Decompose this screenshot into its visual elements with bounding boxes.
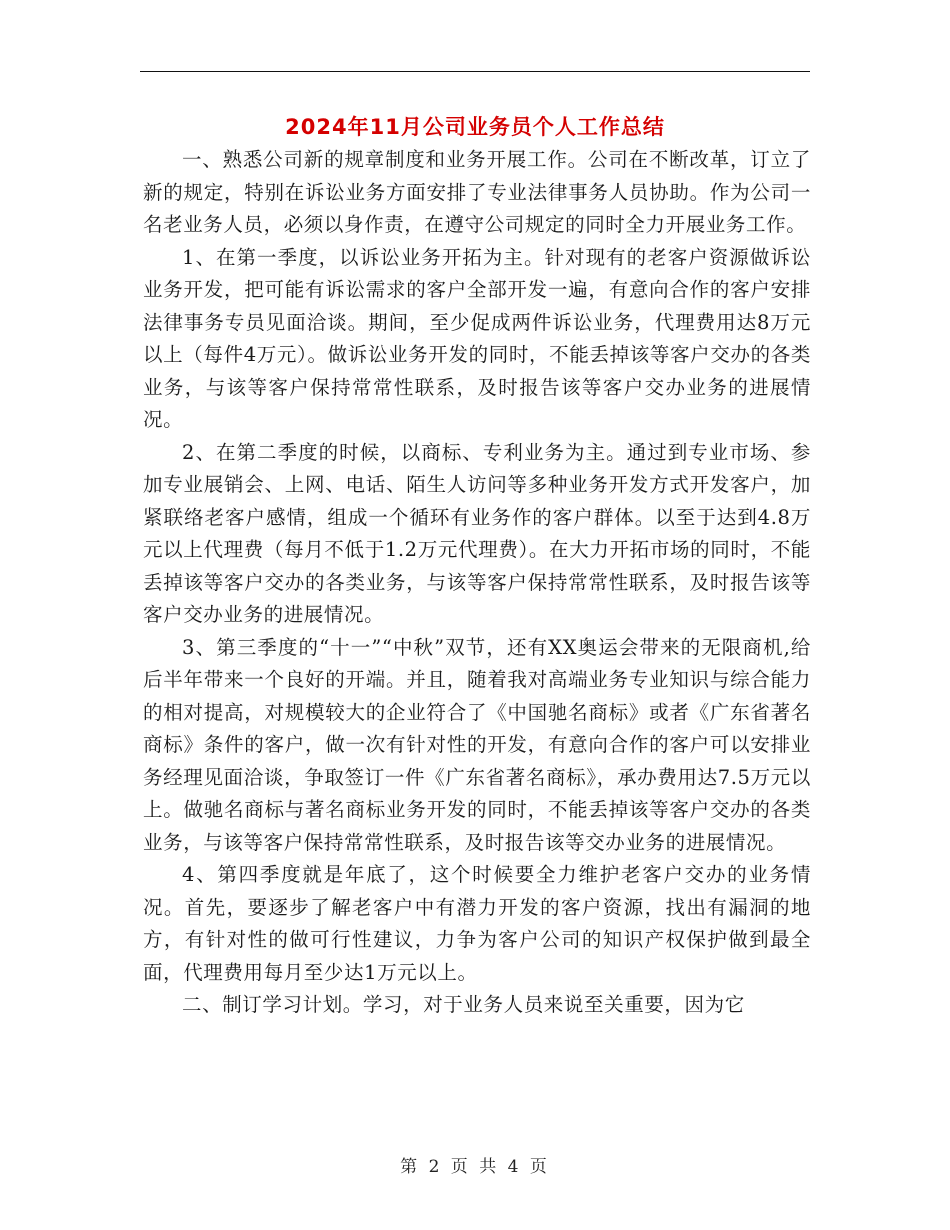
header-rule bbox=[140, 71, 810, 72]
paragraph-q4: 4、第四季度就是年底了，这个时候要全力维护老客户交办的业务情况。首先，要逐步了解老客户中有潜力开发的客户资源，找出有漏洞的地方，有针对性的做可行性建议，力争为客户公司的知识产权保护做到最全面，代理费用每月至少达1万元以上。 bbox=[143, 863, 811, 984]
page-number-footer: 第 2 页 共 4 页 bbox=[400, 1157, 550, 1177]
paragraph-q2: 2、在第二季度的时候，以商标、专利业务为主。通过到专业市场、参加专业展销会、上网、电话、陌生人访问等多种业务开发方式开发客户，加紧联络老客户感情，组成一个循环有业务作的客户群体。以至于达到4.8万元以上代理费（每月不低于1.2万元代理费）。在大力开拓市场的同时，不能丢掉该等客户交办的各类业务，与该等客户保持常常性联系，及时报告该等客户交办业务的进展情况。 bbox=[143, 440, 811, 626]
paragraph-q3: 3、第三季度的“十一”“中秋”双节，还有XX奥运会带来的无限商机,给后半年带来一个良好的开端。并且，随着我对高端业务专业知识与综合能力的相对提高，对规模较大的企业符合了《中国驰名商标》或者《广东省著名商标》条件的客户，做一次有针对性的开发，有意向合作的客户可以安排业务经理见面洽谈，争取签订一件《广东省著名商标》，承办费用达7.5万元以上。做驰名商标与著名商标业务开发的同时，不能丢掉该等客户交办的各类业务，与该等客户保持常常性联系，及时报告该等交办业务的进展情况。 bbox=[143, 635, 811, 854]
paragraph-section-1: 一、熟悉公司新的规章制度和业务开展工作。公司在不断改革，订立了新的规定，特别在诉讼业务方面安排了专业法律事务人员协助。作为公司一名老业务人员，必须以身作责，在遵守公司规定的同时全力开展业务工作。 bbox=[143, 148, 811, 236]
document-body bbox=[143, 144, 811, 1022]
document-title: 2024年11月公司业务员个人工作总结 bbox=[285, 115, 665, 139]
paragraph-q1: 1、在第一季度，以诉讼业务开拓为主。针对现有的老客户资源做诉讼业务开发，把可能有诉讼需求的客户全部开发一遍，有意向合作的客户安排法律事务专员见面洽谈。期间，至少促成两件诉讼业务，代理费用达8万元以上（每件4万元）。做诉讼业务开发的同时，不能丢掉该等客户交办的各类业务，与该等客户保持常常性联系，及时报告该等客户交办业务的进展情况。 bbox=[143, 245, 811, 431]
paragraph-section-2: 二、制订学习计划。学习，对于业务人员来说至关重要，因为它 bbox=[182, 993, 745, 1016]
